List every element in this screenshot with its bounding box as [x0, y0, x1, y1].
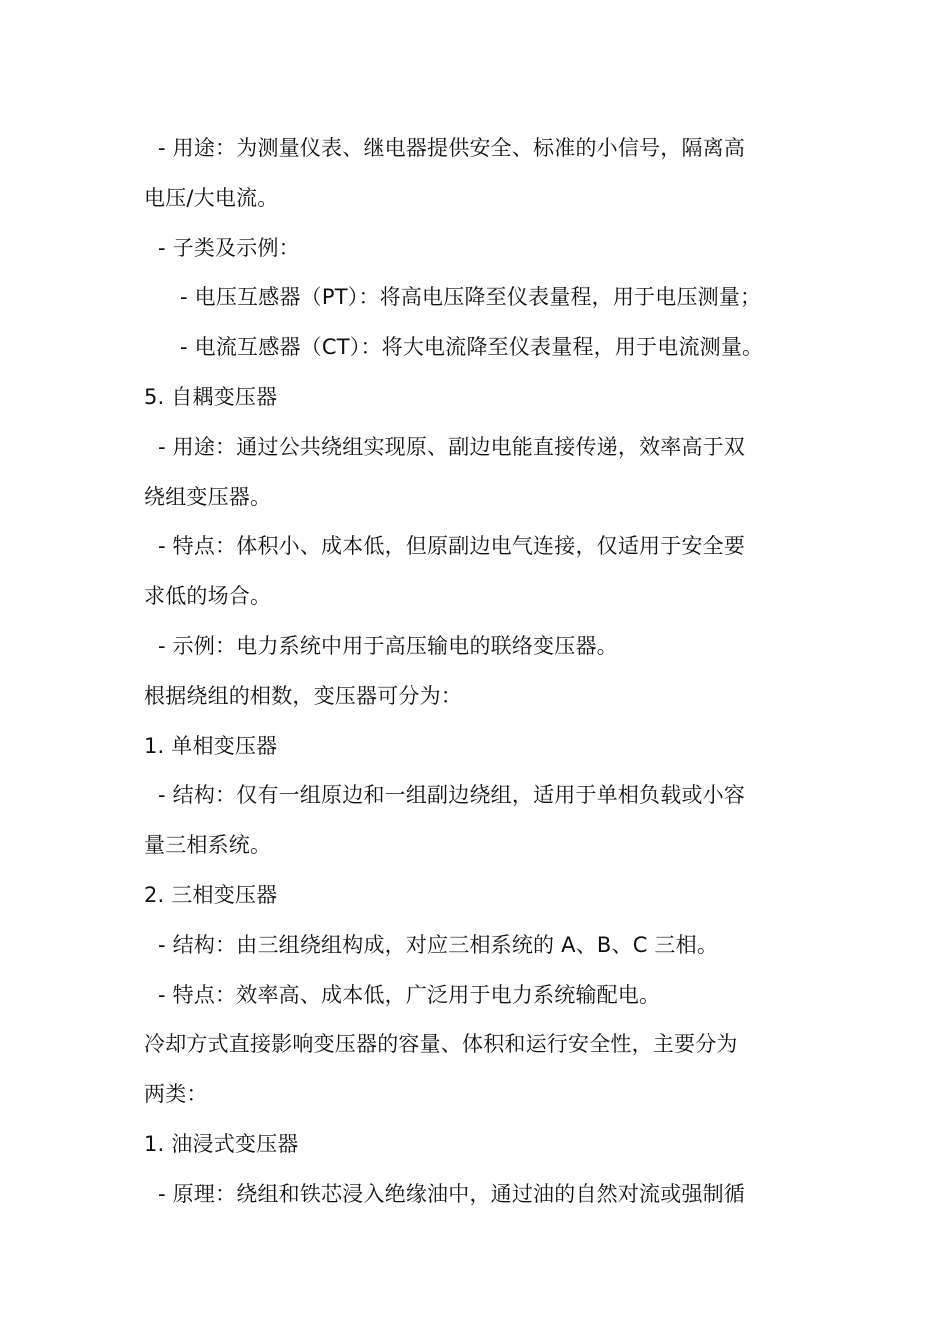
text-line: - 电压互感器（PT）：将高电压降至仪表量程，用于电压测量； [180, 285, 762, 310]
text-line: - 特点：体积小、成本低，但原副边电气连接，仅适用于安全要 [158, 534, 746, 559]
paragraph-intro: 根据绕组的相数，变压器可分为： [144, 683, 462, 708]
text-line: - 结构：由三组绕组构成，对应三相系统的 A、B、C 三相。 [158, 932, 719, 957]
section-heading: 1. 油浸式变压器 [144, 1131, 299, 1156]
text-line: - 结构：仅有一组原边和一组副边绕组，适用于单相负载或小容 [158, 783, 746, 808]
text-line: 绕组变压器。 [144, 484, 272, 509]
section-heading: 2. 三相变压器 [144, 882, 278, 907]
text-line: - 原理：绕组和铁芯浸入绝缘油中，通过油的自然对流或强制循 [158, 1181, 746, 1206]
section-heading: 5. 自耦变压器 [144, 384, 278, 409]
text-line: - 特点：效率高、成本低，广泛用于电力系统输配电。 [158, 982, 661, 1007]
text-line: 求低的场合。 [144, 584, 272, 609]
paragraph-intro: 冷却方式直接影响变压器的容量、体积和运行安全性，主要分为 [144, 1032, 738, 1057]
text-line: 电压/大电流。 [144, 185, 279, 210]
text-line: - 用途：通过公共绕组实现原、副边电能直接传递，效率高于双 [158, 434, 746, 459]
section-heading: 1. 单相变压器 [144, 733, 278, 758]
text-line: - 电流互感器（CT）：将大电流降至仪表量程，用于电流测量。 [180, 335, 764, 360]
text-line: - 子类及示例： [158, 235, 300, 260]
text-line: 两类： [144, 1082, 208, 1107]
text-line: - 示例：电力系统中用于高压输电的联络变压器。 [158, 633, 618, 658]
text-line: 量三相系统。 [144, 833, 272, 858]
document-body [144, 124, 814, 1220]
text-line: - 用途：为测量仪表、继电器提供安全、标准的小信号，隔离高 [158, 136, 746, 160]
